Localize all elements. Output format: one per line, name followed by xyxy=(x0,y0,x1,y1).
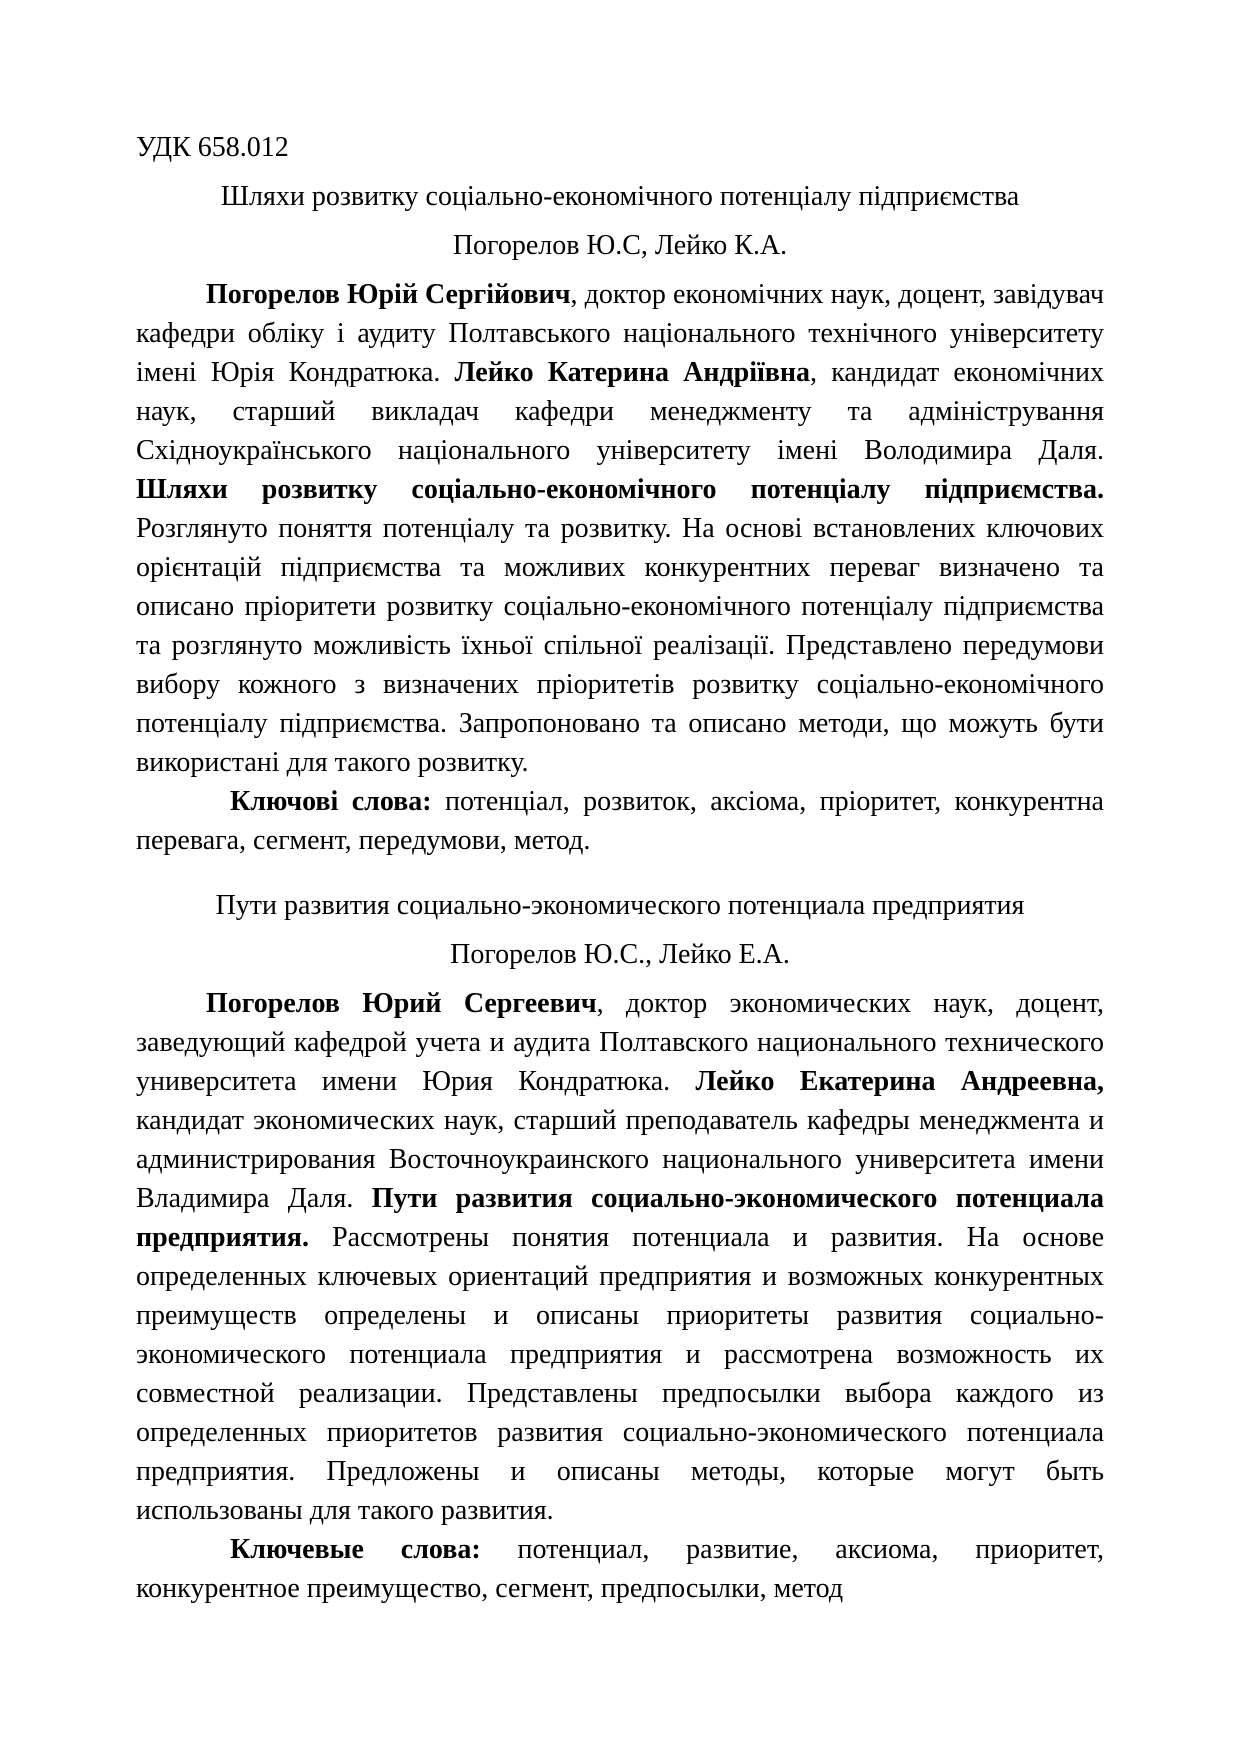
abstract-ru-run-5: Рассмотрены понятия потенциала и развития. На основе определенных ключевых ориентаций предприятия и возможных конкурентных преимуществ определены и описаны приоритеты развития социально-экономического потенциала предприятия и рассмотрена возможность их совместной реализации. Представлены предпосылки выбора каждого из определенных приоритетов развития социально-экономического потенциала предприятия. Предложены и описаны методы, которые могут быть использованы для такого развития. xyxy=(136,1222,1104,1526)
abstract-ru-run-1: , доктор экономических наук, доцент, заведующий кафедрой учета и аудита Полтавского национального технического университета имени Юрия Кондратюка. xyxy=(136,988,1104,1097)
title-ru: Пути развития социально-экономического потенциала предприятия xyxy=(215,890,1025,921)
abstract-ru-run-2: Лейко Екатерина Андреевна, xyxy=(695,1066,1104,1097)
abstract-uk-run-3: , кандидат економічних наук, старший викладач кафедри менеджменту та адміністрування Східноукраїнського національного університету імені Володимира Даля. xyxy=(136,357,1104,466)
keywords-ru-label: Ключевые слова: xyxy=(230,1534,481,1565)
abstract-uk-run-5: Розглянуто поняття потенціалу та розвитку. На основі встановлених ключових орієнтацій підприємства та можливих конкурентних переваг визначено та описано пріоритети розвитку соціально-економічного потенціалу підприємства та розглянуто можливість їхньої спільної реалізації. Представлено передумови вибору кожного з визначених пріоритетів розвитку соціально-економічного потенціалу підприємства. Запропоновано та описано методи, що можуть бути використані для такого розвитку. xyxy=(136,513,1104,778)
udc-code: УДК 658.012 xyxy=(136,132,289,163)
abstract-uk-run-4: Шляхи розвитку соціально-економічного потенціалу підприємства. xyxy=(136,474,1104,505)
abstract-ru xyxy=(136,984,1104,1530)
abstract-uk-run-0: Погорелов Юрій Сергійович xyxy=(206,279,571,310)
abstract-ru-run-4: Пути развития социально-экономического потенциала предприятия. xyxy=(136,1183,1104,1253)
title-uk: Шляхи розвитку соціально-економічного потенціалу підприємства xyxy=(220,181,1020,212)
abstract-uk-run-2: Лейко Катерина Андріївна xyxy=(454,357,811,388)
authors-uk: Погорелов Ю.С, Лейко К.А. xyxy=(452,230,788,261)
keywords-uk-list: потенціал, розвиток, аксіома, пріоритет, конкурентна перевага, сегмент, передумови, метод. xyxy=(136,786,1104,856)
keywords-uk xyxy=(136,782,1104,860)
keywords-ru xyxy=(136,1530,1104,1608)
keywords-ru-list: потенциал, развитие, аксиома, приоритет, конкурентное преимущество, сегмент, предпосылки, метод xyxy=(136,1534,1104,1604)
abstract-uk xyxy=(136,275,1104,782)
authors-ru: Погорелов Ю.С., Лейко Е.А. xyxy=(450,939,790,970)
abstract-uk-run-1: , доктор економічних наук, доцент, завідувач кафедри обліку і аудиту Полтавського національного технічного університету імені Юрія Кондратюка. xyxy=(136,279,1104,388)
abstract-ru-run-0: Погорелов Юрий Сергеевич xyxy=(206,988,597,1019)
abstract-ru-run-3: кандидат экономических наук, старший преподаватель кафедры менеджмента и администрирования Восточноукраинского национального университета имени Владимира Даля. xyxy=(136,1105,1104,1214)
keywords-uk-label: Ключові слова: xyxy=(230,786,432,817)
